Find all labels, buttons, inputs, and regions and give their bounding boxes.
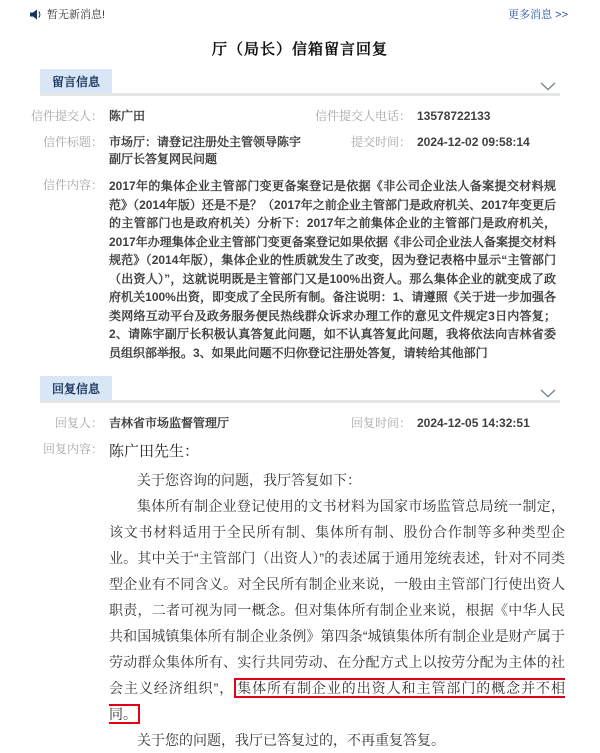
message-info-section (0, 69, 600, 362)
speaker-icon (30, 9, 42, 20)
submit-time-value: 2024-12-02 09:58:14 (417, 135, 530, 149)
reply-time-label: 回复时间： (350, 416, 411, 430)
reply-paragraph-3: 关于您的问题，我厅已答复过的，不再重复答复。 (137, 732, 445, 748)
subject-label: 信件标题： (42, 135, 103, 149)
no-new-messages-text: 暂无新消息! (47, 9, 106, 21)
message-info-form (0, 96, 600, 362)
tab-reply-info[interactable]: 回复信息 (40, 376, 112, 400)
notice-area (30, 6, 105, 22)
reply-info-header (40, 376, 560, 403)
phone-value: 13578722133 (417, 109, 491, 123)
reply-paragraph-2-text: 集体所有制企业登记使用的文书材料为国家市场监管总局统一制定，该文书材料适用于全民所有制、集体所有制、股份合作制等多种类型企业。其中关于“主管部门（出资人）”的表述属于通用笼统表述，针对不同类型企业有不同含义。对全民所有制企业来说，一般由主管部门行使出资人职责，二者可视为同一概念。但对集体所有制企业来说，根据《中华人民共和国城镇集体所有制企业条例》第四条“城镇集体所有制企业是财产属于劳动群众集体所有、实行共同劳动、在分配方式上以按劳分配为主体的社会主义经济组织”， (109, 498, 565, 696)
letter-content-label: 信件内容： (42, 178, 103, 192)
message-info-header (40, 69, 560, 96)
letter-content-value: 2017年的集体企业主管部门变更备案登记是依据《非公司企业法人备案提交材料规范》（2014年版）还是不是？（2017年之前企业主管部门是政府机关、2017年变更后的主管部门也是政府机关）分析下：2017年之前集体企业的主管部门是政府机关，2017年办理集体企业主管部门变更备案登记如果依据《非公司企业法人备案提交材料规范》（2014年版），集体企业的性质就发生了改变，因为登记表格中显示“主管部门（出资人）”，这就说明既是主管部门又是100%出资人。那么集体企业的就变成了政府机关100%出资，即变成了全民所有制。备注说明：1、请遵照《关于进一步加强各类网络互动平台及政务服务便民热线群众诉求办理工作的意见文件规定3日内答复；2、请陈宇副厅长积极认真答复此问题，如不认真答复此问题，我将依法向吉林省委员组织部举报。3、如果此问题不归你登记注册处答复，请转给其他部门 (109, 179, 556, 360)
phone-label: 信件提交人电话： (314, 109, 411, 123)
form-row-letter-content (0, 177, 600, 362)
chevron-down-icon[interactable] (540, 389, 560, 400)
reply-content-label: 回复内容： (42, 442, 103, 456)
form-row-reply-content (0, 441, 600, 753)
replier-label: 回复人： (54, 416, 103, 430)
reply-info-form (0, 403, 600, 753)
submitter-label: 信件提交人： (30, 109, 103, 123)
form-row-submitter (0, 108, 600, 125)
reply-info-section (0, 376, 600, 753)
replier-value: 吉林省市场监督管理厅 (109, 416, 230, 430)
top-notice-bar (0, 0, 600, 22)
submitter-value: 陈广田 (109, 109, 146, 123)
reply-salutation: 陈广田先生： (109, 443, 200, 460)
tab-message-info[interactable]: 留言信息 (40, 69, 112, 93)
form-row-replier (0, 415, 600, 432)
submit-time-label: 提交时间： (350, 135, 411, 149)
page-title: 厅（局长）信箱留言回复 (211, 41, 388, 58)
reply-paragraph-2 (109, 493, 565, 727)
more-messages-link[interactable]: 更多消息 >> (508, 9, 568, 21)
reply-time-value: 2024-12-05 14:32:51 (417, 416, 530, 430)
subject-value: 市场厅：请登记注册处主管领导陈宇副厅长答复网民问题 (109, 135, 302, 166)
highlight-red-box: 集体所有制企业的出资人和主管部门的概念并不相同。 (109, 680, 566, 722)
reply-paragraph-1: 关于您咨询的问题，我厅答复如下： (137, 472, 361, 488)
reply-content-body (109, 441, 565, 753)
form-row-subject (0, 134, 600, 168)
chevron-down-icon[interactable] (540, 82, 560, 93)
